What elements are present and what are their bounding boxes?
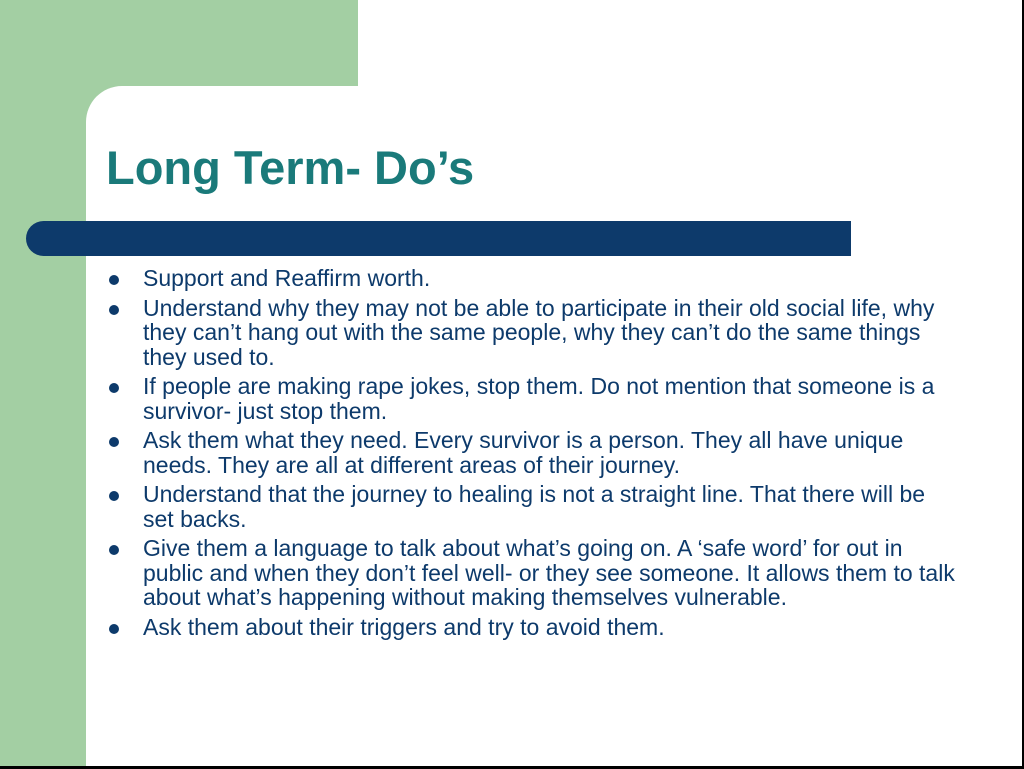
bullet-dot-icon xyxy=(109,624,119,634)
bullet-text: Understand why they may not be able to participate in their old social life, why they can’t hang out with the same people, why they can’t do the same things they used to. xyxy=(143,294,935,370)
bullet-text: Give them a language to talk about what’s going on. A ‘safe word’ for out in public and when they don’t feel well- or they see someone. It allows them to talk about what’s happening without making themselves vulnerable. xyxy=(143,535,955,610)
bullet-dot-icon xyxy=(109,545,119,555)
bullet-dot-icon xyxy=(109,275,119,285)
bullet-dot-icon xyxy=(109,491,119,501)
bullet-text: Understand that the journey to healing is not a straight line. That there will be set backs. xyxy=(143,481,926,532)
title-underline-bar xyxy=(26,221,851,256)
bullet-list xyxy=(106,266,956,644)
bullet-item xyxy=(106,536,956,610)
bullet-text: Support and Reaffirm worth. xyxy=(143,265,431,291)
bullet-dot-icon xyxy=(109,383,119,393)
bullet-item xyxy=(106,266,956,291)
bullet-item xyxy=(106,615,956,640)
slide-title: Long Term- Do’s xyxy=(106,141,475,194)
bullet-dot-icon xyxy=(109,437,119,447)
bullet-item xyxy=(106,482,956,531)
bullet-text: If people are making rape jokes, stop them. Do not mention that someone is a survivor- just stop them. xyxy=(143,373,935,424)
bullet-item xyxy=(106,428,956,477)
bullet-item xyxy=(106,374,956,423)
bullet-item xyxy=(106,296,956,370)
bullet-text: Ask them what they need. Every survivor is a person. They all have unique needs. They are all at different areas of their journey. xyxy=(143,427,904,478)
bullet-text: Ask them about their triggers and try to avoid them. xyxy=(143,613,665,640)
bullet-dot-icon xyxy=(109,305,119,315)
